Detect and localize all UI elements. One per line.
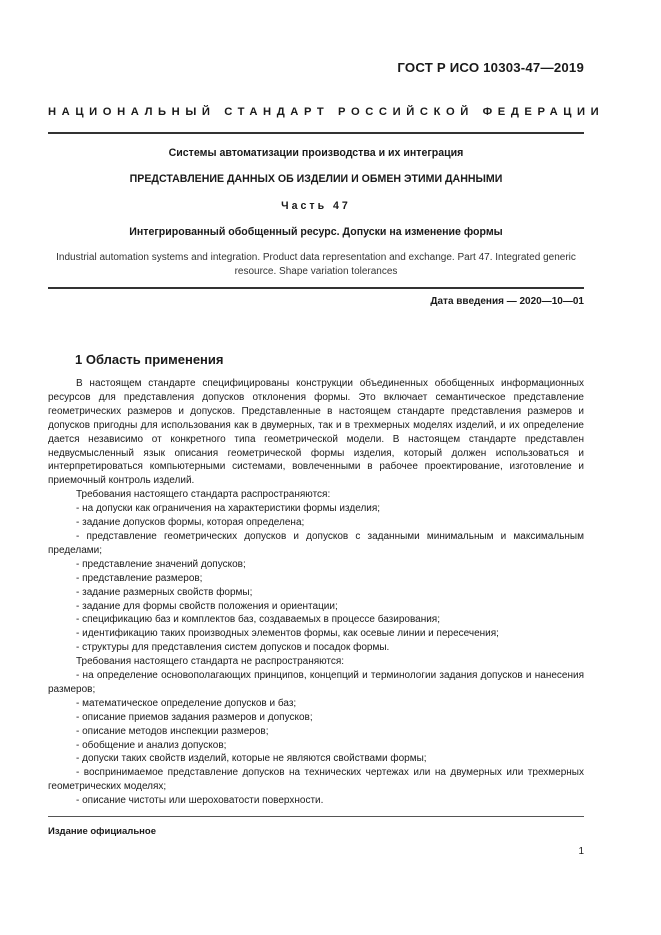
national-standard-heading: НАЦИОНАЛЬНЫЙ СТАНДАРТ РОССИЙСКОЙ ФЕДЕРАЦИИ (48, 106, 605, 118)
applies-item: - представление значений допусков; (76, 558, 246, 570)
title-line-3: Интегрированный обобщенный ресурс. Допуски на изменение формы (129, 226, 503, 238)
title-line-1: Системы автоматизации производства и их интеграция (168, 147, 464, 159)
not-applies-item: - описание методов инспекции размеров; (76, 725, 269, 737)
scope-paragraph: В настоящем стандарте специфицированы конструкции объединенных обобщенных информационных ресурсов для представления допусков отклонения формы. Это включает семантическое представление геометрических размеров и допусков. Представленные в настоящем стандарте представления размеров и допусков пригодны для использования как в двумерных, так и в трехмерных моделях изделий, и их определение дается независимо от конкретного типа геометрической модели. В настоящем стандарте представлен недвусмысленный язык описания геометрической формы изделия, который должен использоваться и интерпретироваться компьютерными системами, вовлеченными в рабочее проектирование, изготовление и приемочный контроль изделий. (48, 378, 584, 487)
english-title-line-2: resource. Shape variation tolerances (234, 266, 398, 277)
section-title: 1 Область применения (75, 352, 224, 367)
applies-item: - задание допусков формы, которая определена; (76, 517, 305, 529)
not-applies-item: - на определение основополагающих принципов, концепций и терминологии задания допусков и нанесения размеров; (48, 670, 584, 695)
title-divider (48, 287, 584, 289)
not-applies-intro: Требования настоящего стандарта не распространяются: (76, 656, 345, 668)
english-title (48, 251, 584, 279)
edition-label: Издание официальное (48, 826, 156, 837)
title-part: Часть 47 (281, 200, 351, 212)
section-body (48, 377, 584, 808)
english-title-line-1: Industrial automation systems and integration. Product data representation and exchange. Part 47. Integrated generic (56, 252, 576, 263)
applies-item: - спецификацию баз и комплектов баз, создаваемых в процессе базирования; (76, 614, 441, 626)
document-number: ГОСТ Р ИСО 10303-47—2019 (397, 60, 584, 75)
applies-item: - представление размеров; (76, 572, 203, 584)
applies-item: - идентификацию таких производных элементов формы, как осевые линии и пересечения; (76, 628, 499, 640)
applies-item: - структуры для представления систем допусков и посадок формы. (76, 642, 390, 654)
applies-item: - на допуски как ограничения на характеристики формы изделия; (76, 503, 381, 515)
footer-divider (48, 816, 584, 817)
not-applies-item: - воспринимаемое представление допусков на технических чертежах или на двумерных или трехмерных геометрических моделях; (48, 767, 584, 793)
introduction-date: Дата введения — 2020—10—01 (430, 296, 584, 307)
applies-item: - представление геометрических допусков и допусков с заданными минимальным и максимальным пределами; (48, 530, 584, 556)
not-applies-item: - допуски таких свойств изделий, которые не являются свойствами формы; (76, 753, 427, 765)
applies-intro: Требования настоящего стандарта распространяются: (76, 489, 331, 501)
applies-item: - задание размерных свойств формы; (76, 586, 253, 598)
not-applies-item: - описание чистоты или шероховатости поверхности. (76, 795, 324, 807)
page-number: 1 (578, 846, 584, 857)
not-applies-item: - обобщение и анализ допусков; (76, 739, 227, 751)
not-applies-item: - описание приемов задания размеров и допусков; (76, 711, 313, 723)
top-divider (48, 132, 584, 134)
not-applies-item: - математическое определение допусков и баз; (76, 697, 297, 709)
title-line-2: ПРЕДСТАВЛЕНИЕ ДАННЫХ ОБ ИЗДЕЛИИ И ОБМЕН ЭТИМИ ДАННЫМИ (129, 173, 503, 185)
applies-item: - задание для формы свойств положения и ориентации; (76, 600, 338, 612)
